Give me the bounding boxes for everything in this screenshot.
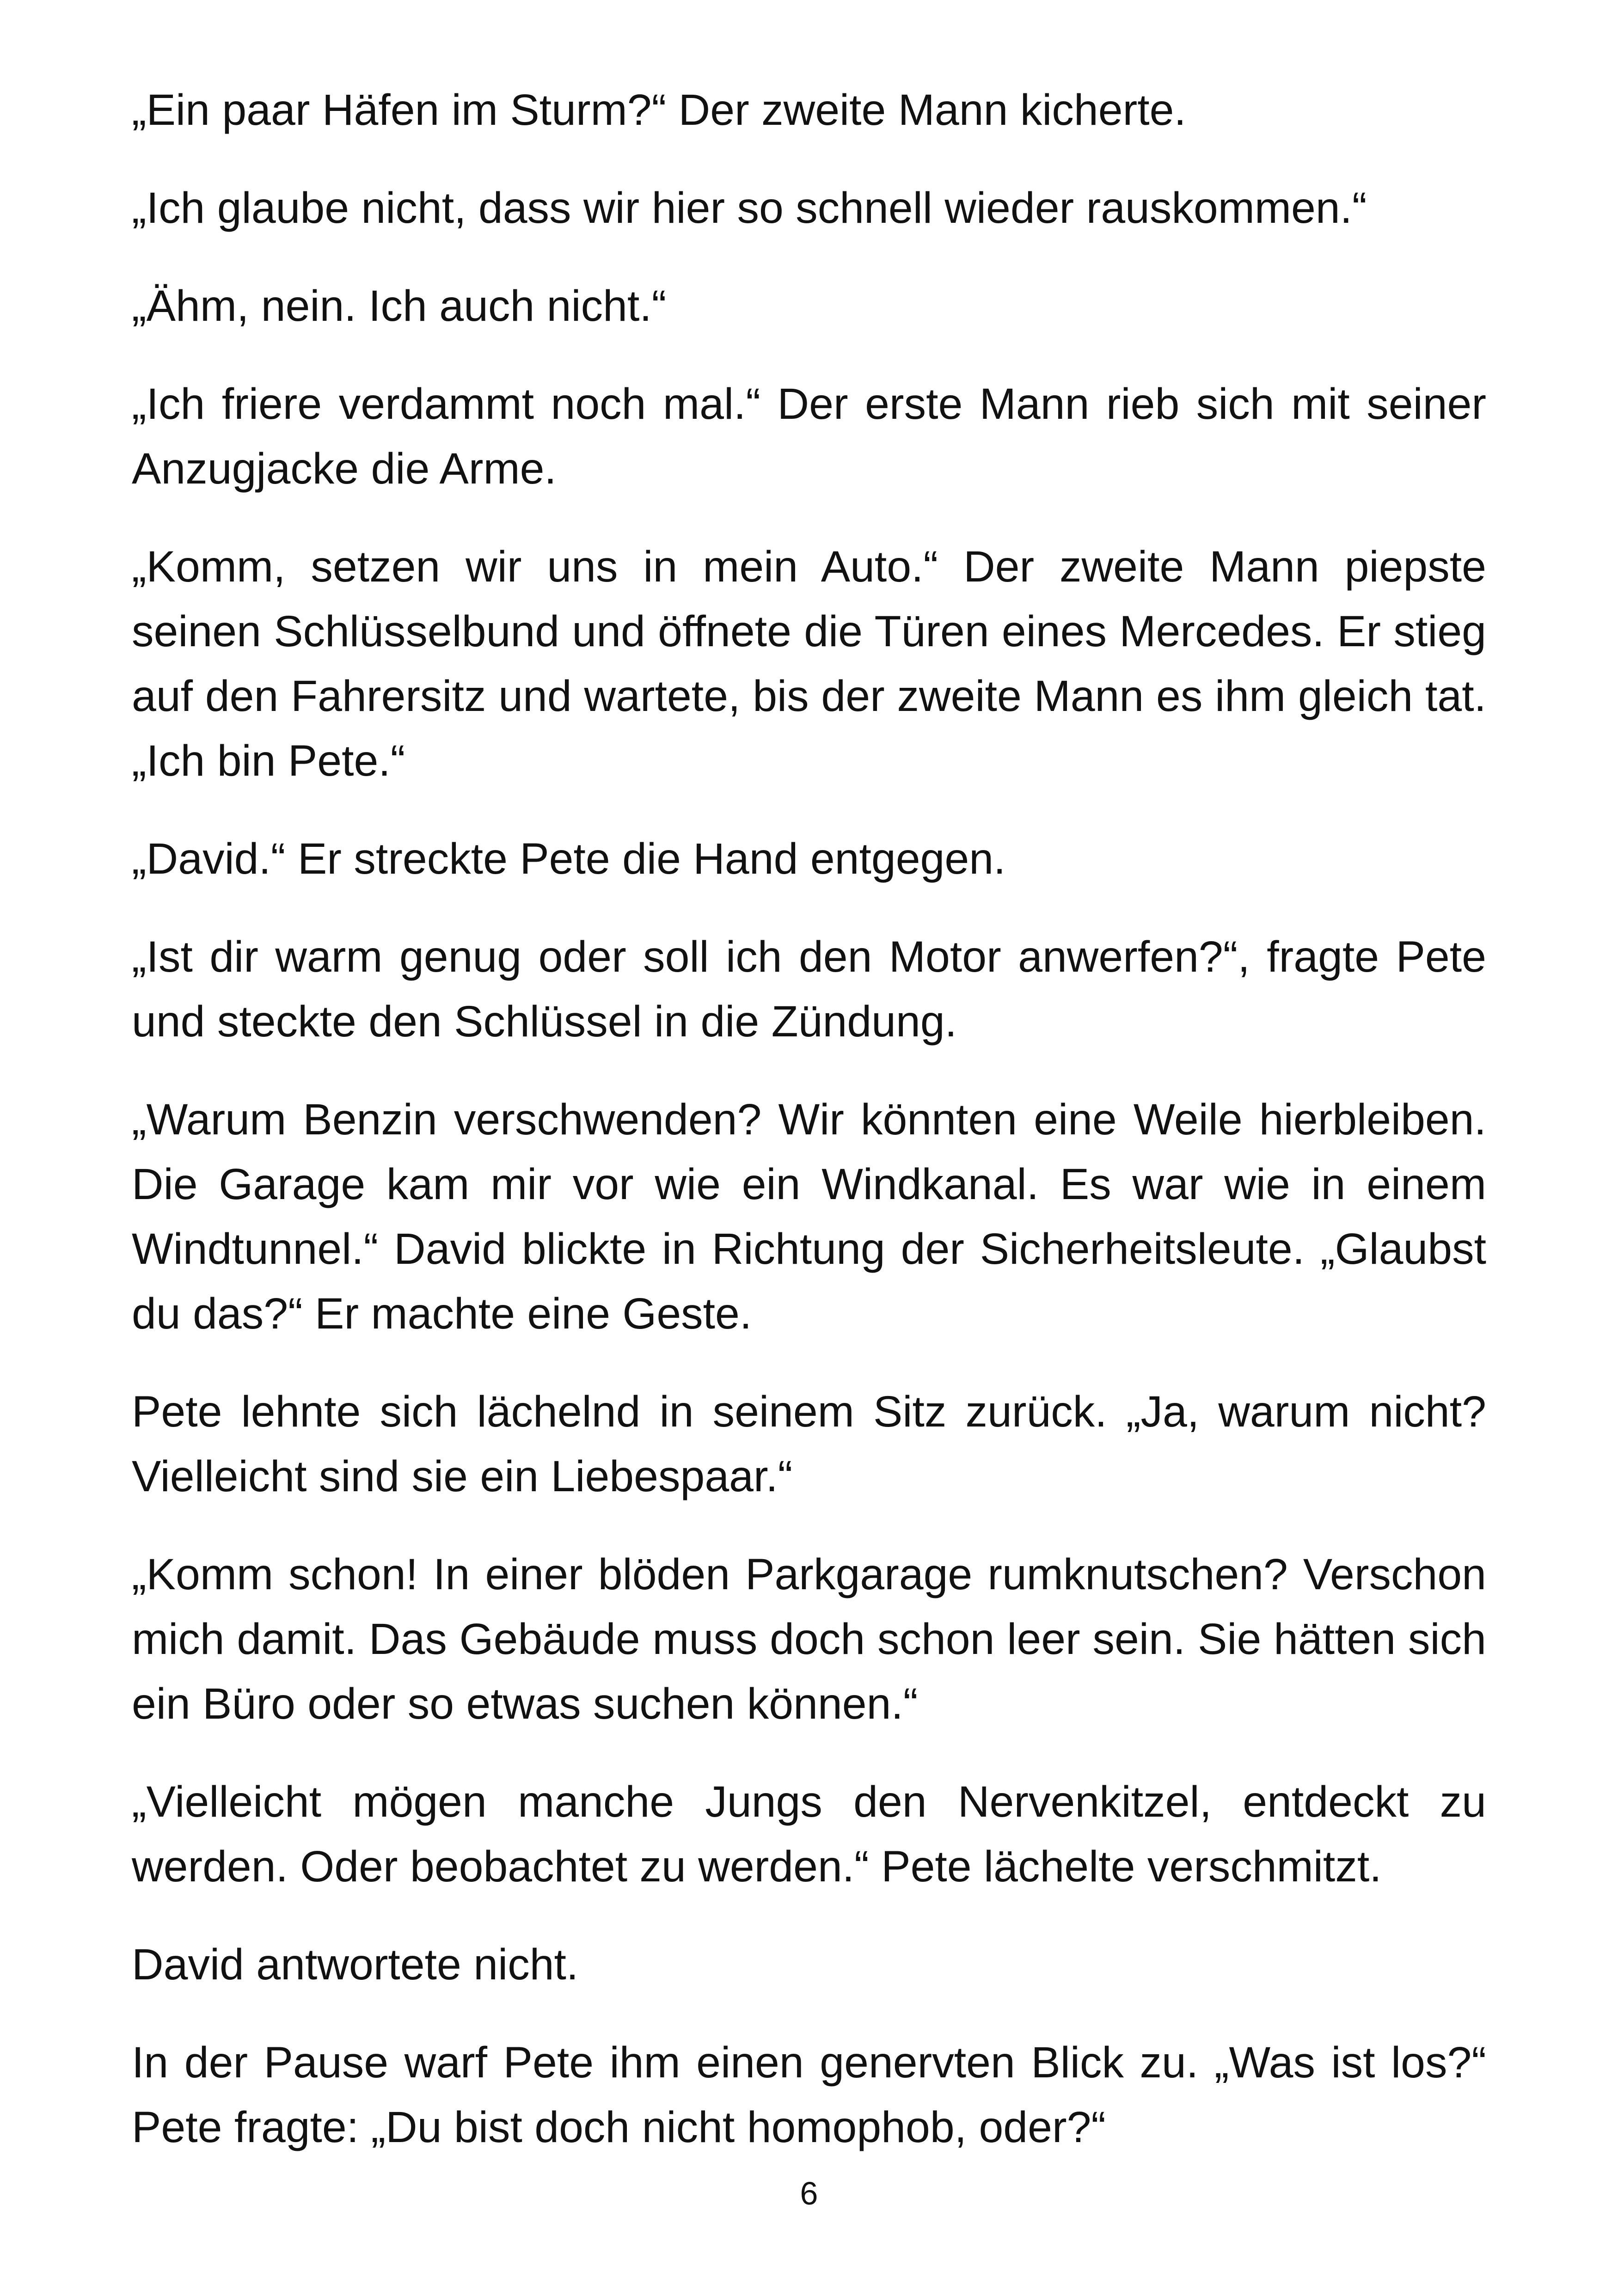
paragraph-3: „Ähm, nein. Ich auch nicht.“ xyxy=(132,282,667,331)
paragraph-1: „Ein paar Häfen im Sturm?“ Der zweite Mann kicherte. xyxy=(132,86,1186,135)
paragraph-6: „David.“ Er streckte Pete die Hand entgegen. xyxy=(132,834,1006,883)
paragraph-10: „Komm schon! In einer blöden Parkgarage rumknutschen? Verschon mich damit. Das Gebäude muss doch schon leer sein. Sie hätten sich ein Büro oder so etwas suchen können.“ xyxy=(132,1550,1486,1728)
page-number: 6 xyxy=(800,2175,818,2211)
paragraph-7: „Ist dir warm genug oder soll ich den Motor anwerfen?“, fragte Pete und steckte den Schlüssel in die Zündung. xyxy=(132,932,1486,1046)
paragraph-11: „Vielleicht mögen manche Jungs den Nervenkitzel, entdeckt zu werden. Oder beobachtet zu werden.“ Pete lächelte verschmitzt. xyxy=(132,1777,1486,1891)
paragraph-9: Pete lehnte sich lächelnd in seinem Sitz zurück. „Ja, warum nicht? Vielleicht sind sie ein Liebespaar.“ xyxy=(132,1387,1486,1501)
paragraph-4: „Ich friere verdammt noch mal.“ Der erste Mann rieb sich mit seiner Anzugjacke die Arme. xyxy=(132,380,1486,493)
body-text xyxy=(132,78,1486,2193)
paragraph-2: „Ich glaube nicht, dass wir hier so schnell wieder rauskommen.“ xyxy=(132,184,1367,233)
paragraph-13: In der Pause warf Pete ihm einen genervten Blick zu. „Was ist los?“ Pete fragte: „Du bist doch nicht homophob, oder?“ xyxy=(132,2038,1486,2152)
paragraph-8: „Warum Benzin verschwenden? Wir könnten eine Weile hierbleiben. Die Garage kam mir vor wie ein Windkanal. Es war wie in einem Windtunnel.“ David blickte in Richtung der Sicherheitsleute. „Glaubst du das?“ Er machte eine Geste. xyxy=(132,1095,1486,1338)
paragraph-12: David antwortete nicht. xyxy=(132,1940,579,1989)
paragraph-5: „Komm, setzen wir uns in mein Auto.“ Der zweite Mann piepste seinen Schlüsselbund und öffnete die Türen eines Mercedes. Er stieg auf den Fahrersitz und wartete, bis der zweite Mann es ihm gleich tat. „Ich bin Pete.“ xyxy=(132,542,1486,785)
